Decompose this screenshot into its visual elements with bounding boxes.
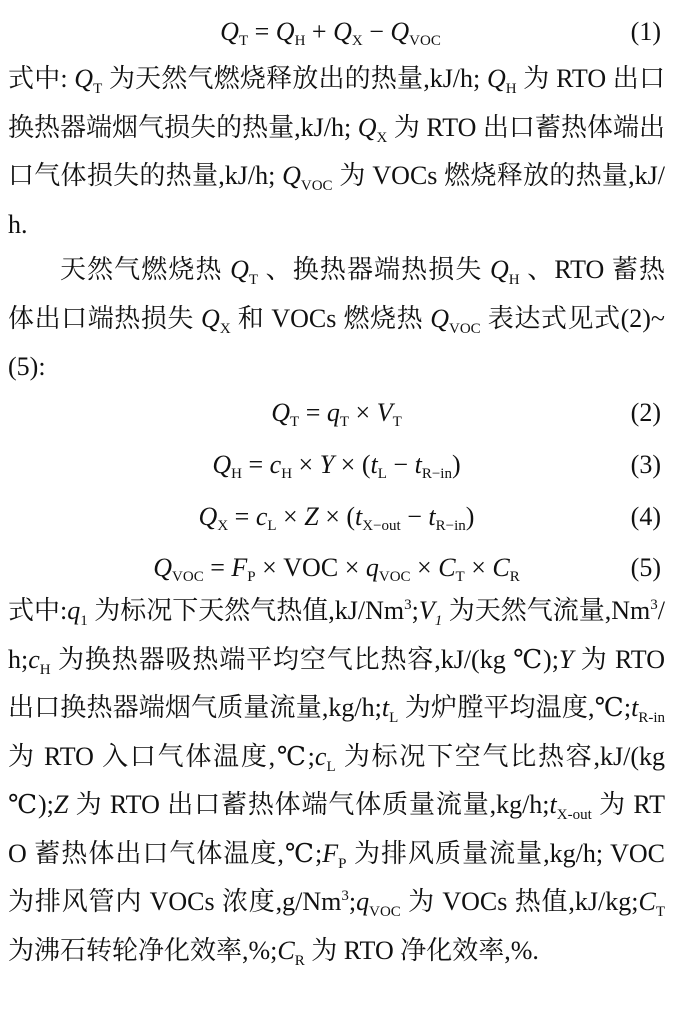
paragraph-3: 式中$:q_1$ 为标况下天然气热值$,kJ/Nm^3;V_1$ 为天然气流量$,Nm^3/h;c_H$ 为换热器吸热端平均空气比热容,kJ/(kg ℃);Y 为 RTO 出口换热器端烟气质量流量$,kg/h;t_L$ 为炉膛平均温度$,℃;t_{R-in}$ 为 RTO 入口气体温度$,℃;c_L$ 为标况下空气比热容,kJ/(kg ℃);Z 为 RTO 出口蓄热体端气体质量流量$,kg/h;t_{X-out}$ 为 RTO 蓄热体出口气体温度$,℃;F_P$ 为排风质量流量,kg/h; VOC 为排风管内 VOCs 浓度$,g/Nm^3;q_{VOC}$ 为 VOCs 热值$,kJ/kg;C_T$ 为沸石转轮净化效率$,\%;C_R$ 为 RTO 净化效率,%. [8,596,666,969]
eq1-term1-sub: H [294,33,306,49]
equation-3: $Q_H = c_H \times Y \times (t_L - t_{R-in})$ (3) [0,445,673,485]
eq1-term3-sub: VOC [409,33,441,49]
eq5-number: (5) [630,553,661,582]
eq1-term2: Q [333,17,352,46]
eq1-number: (1) [630,17,661,46]
equation-5: $Q_{VOC} = F_P$ × VOC × $q_{VOC} \times C_T \times C_R$ (5) [0,548,673,588]
eq1-op2: − [369,17,384,46]
eq3-number: (3) [630,450,661,479]
eq4-number: (4) [630,502,661,531]
eq1-term3: Q [390,17,410,46]
equation-2: $Q_T = q_T \times V_T$ (2) [0,393,673,433]
eq2-number: (2) [630,398,661,427]
equation-1: $Q_T = Q_H + Q_X - Q_{VOC}$ (1) [0,12,673,52]
eq1-term1: Q [275,17,295,46]
paragraph-1: 式中: $Q_T$ 为天然气燃烧释放出的热量,kJ/h; $Q_H$ 为 RTO 出口换热器端烟气损失的热量,kJ/h; $Q_X$ 为 RTO 出口蓄热体端出口气体损失的热量,kJ/h; $Q_{VOC}$ 为 VOCs 燃烧释放的热量,kJ/h. [8,64,665,239]
paragraph-2: 天然气燃烧热 $Q_T$ 、换热器端热损失 $Q_H$ 、RTO 蓄热体出口端热损失 $Q_X$ 和 VOCs 燃烧热 $Q_{VOC}$ 表达式见式(2)~(5): [8,255,665,381]
eq1-lhs: Q [220,17,239,46]
equation-4: $Q_X = c_L \times Z \times (t_{X-out} - t_{R-in})$ (4) [0,497,673,537]
eq1-term2-sub: X [351,33,363,49]
eq1-op1: + [311,17,327,46]
eq1-lhs-sub: T [238,33,249,49]
